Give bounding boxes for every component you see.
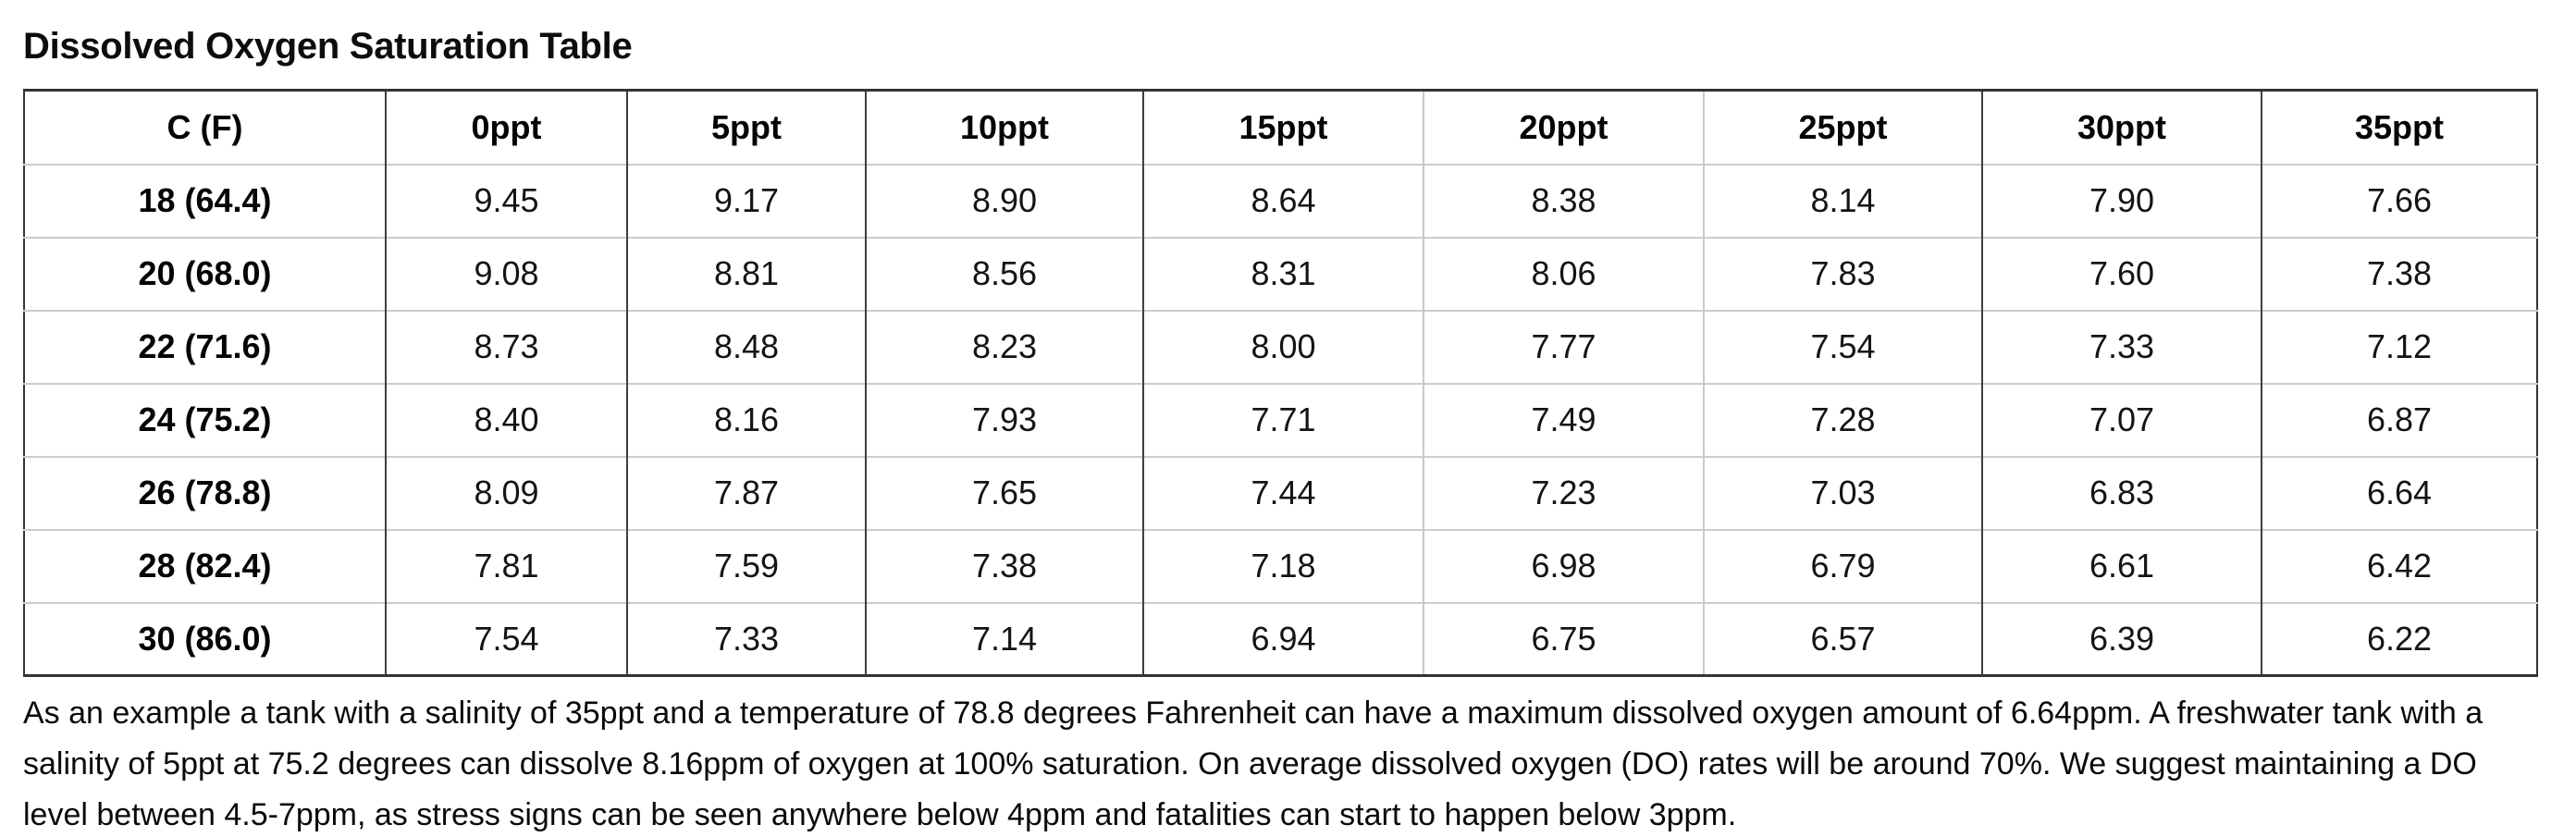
table-row bbox=[24, 384, 2537, 457]
saturation-value-cell: 7.90 bbox=[1982, 165, 2262, 238]
saturation-value-cell: 9.45 bbox=[386, 165, 627, 238]
table-row bbox=[24, 311, 2537, 384]
column-header: 0ppt bbox=[386, 91, 627, 165]
saturation-value-cell: 8.64 bbox=[1143, 165, 1424, 238]
saturation-value-cell: 8.48 bbox=[627, 311, 866, 384]
saturation-value-cell: 7.60 bbox=[1982, 238, 2262, 311]
saturation-value-cell: 6.87 bbox=[2262, 384, 2537, 457]
column-header: 35ppt bbox=[2262, 91, 2537, 165]
saturation-value-cell: 6.79 bbox=[1704, 530, 1982, 603]
saturation-value-cell: 7.71 bbox=[1143, 384, 1424, 457]
saturation-value-cell: 9.08 bbox=[386, 238, 627, 311]
saturation-value-cell: 8.09 bbox=[386, 457, 627, 530]
column-header: 15ppt bbox=[1143, 91, 1424, 165]
saturation-value-cell: 8.90 bbox=[866, 165, 1143, 238]
saturation-value-cell: 6.42 bbox=[2262, 530, 2537, 603]
saturation-value-cell: 7.33 bbox=[627, 603, 866, 676]
row-label-temperature: 22 (71.6) bbox=[24, 311, 386, 384]
saturation-value-cell: 8.38 bbox=[1424, 165, 1704, 238]
saturation-value-cell: 7.65 bbox=[866, 457, 1143, 530]
row-label-temperature: 26 (78.8) bbox=[24, 457, 386, 530]
saturation-value-cell: 6.61 bbox=[1982, 530, 2262, 603]
saturation-value-cell: 8.56 bbox=[866, 238, 1143, 311]
table-body bbox=[24, 165, 2537, 676]
saturation-value-cell: 7.38 bbox=[2262, 238, 2537, 311]
saturation-value-cell: 7.59 bbox=[627, 530, 866, 603]
saturation-value-cell: 7.38 bbox=[866, 530, 1143, 603]
saturation-value-cell: 7.18 bbox=[1143, 530, 1424, 603]
saturation-value-cell: 7.33 bbox=[1982, 311, 2262, 384]
saturation-value-cell: 6.57 bbox=[1704, 603, 1982, 676]
saturation-value-cell: 6.98 bbox=[1424, 530, 1704, 603]
saturation-value-cell: 6.83 bbox=[1982, 457, 2262, 530]
row-label-temperature: 28 (82.4) bbox=[24, 530, 386, 603]
dissolved-oxygen-saturation-table bbox=[23, 89, 2538, 677]
saturation-value-cell: 8.31 bbox=[1143, 238, 1424, 311]
table-row bbox=[24, 165, 2537, 238]
saturation-value-cell: 8.16 bbox=[627, 384, 866, 457]
saturation-value-cell: 7.03 bbox=[1704, 457, 1982, 530]
saturation-value-cell: 6.22 bbox=[2262, 603, 2537, 676]
saturation-value-cell: 7.83 bbox=[1704, 238, 1982, 311]
saturation-value-cell: 9.17 bbox=[627, 165, 866, 238]
table-header-row bbox=[24, 91, 2537, 165]
column-header: 5ppt bbox=[627, 91, 866, 165]
saturation-value-cell: 7.23 bbox=[1424, 457, 1704, 530]
page-title: Dissolved Oxygen Saturation Table bbox=[23, 26, 633, 67]
column-header: 20ppt bbox=[1424, 91, 1704, 165]
saturation-value-cell: 7.44 bbox=[1143, 457, 1424, 530]
saturation-value-cell: 7.28 bbox=[1704, 384, 1982, 457]
saturation-value-cell: 8.06 bbox=[1424, 238, 1704, 311]
saturation-value-cell: 7.54 bbox=[386, 603, 627, 676]
saturation-value-cell: 7.14 bbox=[866, 603, 1143, 676]
saturation-value-cell: 7.81 bbox=[386, 530, 627, 603]
saturation-value-cell: 7.07 bbox=[1982, 384, 2262, 457]
table-head bbox=[24, 91, 2537, 165]
column-header: 25ppt bbox=[1704, 91, 1982, 165]
table-row bbox=[24, 603, 2537, 676]
saturation-value-cell: 8.14 bbox=[1704, 165, 1982, 238]
row-label-temperature: 18 (64.4) bbox=[24, 165, 386, 238]
saturation-value-cell: 6.94 bbox=[1143, 603, 1424, 676]
row-label-temperature: 24 (75.2) bbox=[24, 384, 386, 457]
saturation-value-cell: 7.66 bbox=[2262, 165, 2537, 238]
saturation-value-cell: 6.39 bbox=[1982, 603, 2262, 676]
saturation-value-cell: 7.77 bbox=[1424, 311, 1704, 384]
saturation-value-cell: 8.73 bbox=[386, 311, 627, 384]
table-row bbox=[24, 457, 2537, 530]
row-label-temperature: 20 (68.0) bbox=[24, 238, 386, 311]
saturation-value-cell: 7.12 bbox=[2262, 311, 2537, 384]
saturation-value-cell: 7.93 bbox=[866, 384, 1143, 457]
saturation-value-cell: 8.00 bbox=[1143, 311, 1424, 384]
row-label-temperature: 30 (86.0) bbox=[24, 603, 386, 676]
saturation-value-cell: 8.40 bbox=[386, 384, 627, 457]
column-header: 30ppt bbox=[1982, 91, 2262, 165]
saturation-value-cell: 7.87 bbox=[627, 457, 866, 530]
table-row bbox=[24, 530, 2537, 603]
saturation-value-cell: 8.23 bbox=[866, 311, 1143, 384]
column-header: C (F) bbox=[166, 107, 243, 146]
saturation-value-cell: 6.75 bbox=[1424, 603, 1704, 676]
saturation-value-cell: 7.49 bbox=[1424, 384, 1704, 457]
column-header: 10ppt bbox=[866, 91, 1143, 165]
saturation-value-cell: 7.54 bbox=[1704, 311, 1982, 384]
table-row bbox=[24, 238, 2537, 311]
saturation-value-cell: 6.64 bbox=[2262, 457, 2537, 530]
note-paragraph: As an example a tank with a salinity of 35ppt and a temperature of 78.8 degrees Fahrenheit can have a maximum dissolved oxygen amount of 6.64ppm. A freshwater tank with a salinity of 5ppt at 75.2 degrees can dissolve 8.16ppm of oxygen at 100% saturation. On average dissolved oxygen (DO) rates will be around 70%. We suggest maintaining a DO level between 4.5-7ppm, as stress signs can be seen anywhere below 4ppm and fatalities can start to happen below 3ppm. bbox=[23, 695, 2484, 832]
saturation-value-cell: 8.81 bbox=[627, 238, 866, 311]
